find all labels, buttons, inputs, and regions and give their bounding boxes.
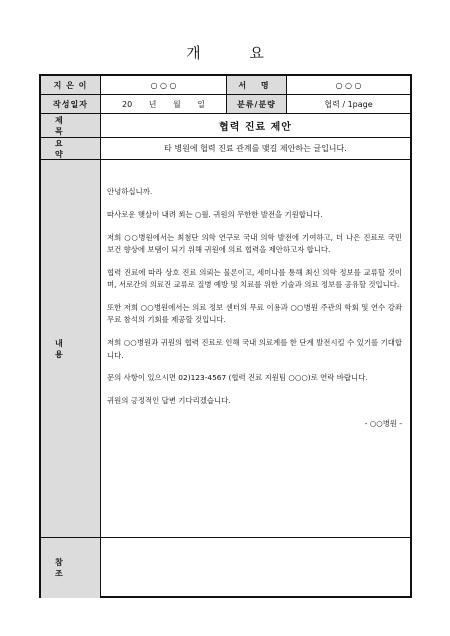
sign-label: 서 명 xyxy=(227,76,287,94)
content-area[interactable] xyxy=(101,160,410,537)
content-label: 내 용 xyxy=(41,160,101,537)
date-row xyxy=(41,95,410,114)
summary-value[interactable]: 타 병원에 협력 진료 관계를 맺길 제안하는 글입니다. xyxy=(164,144,347,153)
subject-label: 제 목 xyxy=(41,114,101,137)
date-value[interactable]: 20 년 월 일 xyxy=(101,95,227,113)
category-label: 분류/분량 xyxy=(227,95,287,113)
date-label: 작성일자 xyxy=(41,95,101,113)
author-row xyxy=(41,76,410,95)
subject-row xyxy=(41,114,410,138)
content-paragraph: 저희 ○○병원과 귀원의 협력 진료로 인해 국내 의료계를 한 단계 발전시킬 수 있기를 기대합니다. xyxy=(107,338,402,360)
document-title: 개 요 xyxy=(186,44,286,62)
reference-label: 참 조 xyxy=(41,538,101,598)
sign-value[interactable]: ○ ○ ○ xyxy=(335,80,362,90)
content-row xyxy=(41,160,410,538)
summary-label: 요 약 xyxy=(41,138,101,159)
content-paragraph: 저희 ○○병원에서는 최첨단 의학 연구로 국내 의학 발전에 기여하고, 더 나은 진료로 국민 보건 향상에 보탬이 되기 위해 귀원에 의료 협력을 제안하고자 합니다. xyxy=(107,232,402,254)
category-value[interactable]: 협력 / 1page xyxy=(324,99,373,109)
content-paragraph: 안녕하십니까. xyxy=(107,187,153,196)
summary-row xyxy=(41,138,410,160)
reference-row xyxy=(41,538,410,598)
reference-value[interactable] xyxy=(101,538,410,598)
content-paragraph: 따사로운 햇살이 내려 쬐는 ○월. 귀원의 무한한 발전을 기원합니다. xyxy=(107,209,323,219)
content-paragraph: 협력 진료에 따라 상호 진료 의뢰는 물론이고, 세미나를 통해 최신 의학 정보를 교류할 것이며, 서로간의 의료진 교류로 질병 예방 및 치료를 위한 기술과 의료 정보를 공유할 것입니다. xyxy=(107,267,402,290)
content-paragraph: 또한 저희 ○○병원에서는 의료 정보 센터의 무료 이용과 ○○병원 주관의 학회 및 연수 강좌 무료 참석의 기회를 제공할 것입니다. xyxy=(107,303,402,325)
subject-value[interactable]: 협력 진료 제안 xyxy=(219,122,292,133)
content-paragraph: 문의 사항이 있으시면 02)123-4567 (협력 진료 지원팀 ○○○)로 연락 바랍니다. xyxy=(107,373,368,383)
content-body xyxy=(107,186,402,430)
sender-signature: - ○○병원 - xyxy=(364,419,402,428)
content-paragraph: 귀원의 긍정적인 답변 기다리겠습니다. xyxy=(107,396,231,406)
summary-form xyxy=(39,74,412,598)
author-label: 지 은 이 xyxy=(41,76,101,94)
author-value[interactable]: ○ ○ ○ xyxy=(101,76,227,94)
